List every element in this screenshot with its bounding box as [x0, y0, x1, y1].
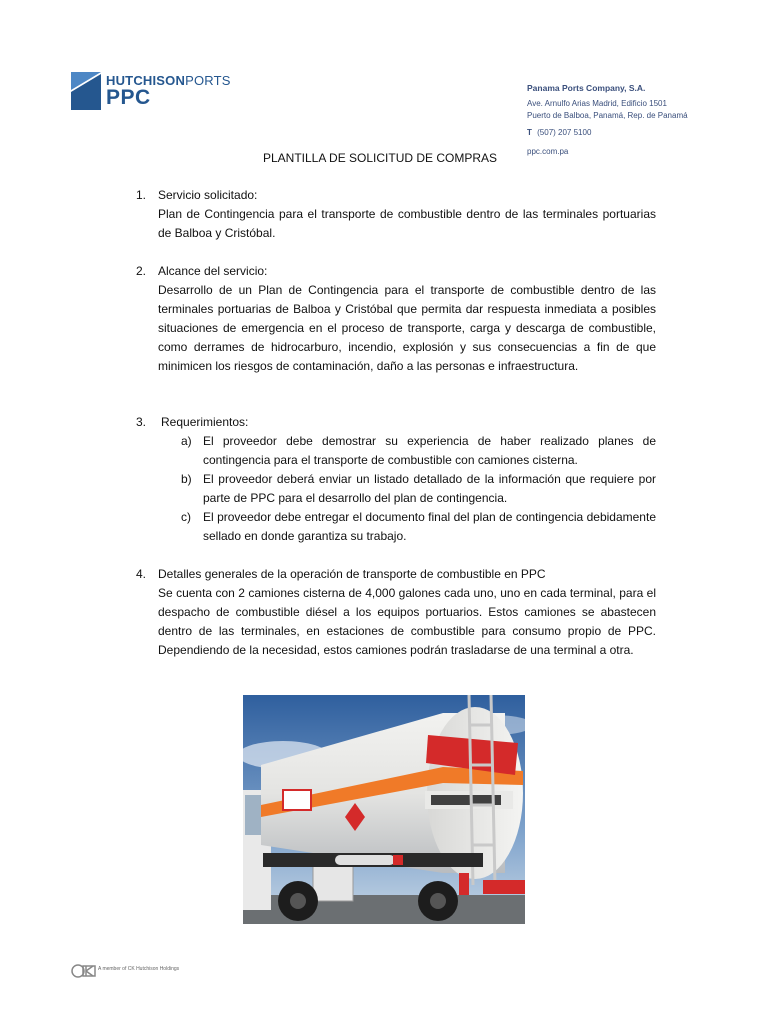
section-number: 3. [136, 415, 147, 429]
list-item [181, 432, 656, 470]
section-heading: Detalles generales de la operación de transporte de combustible en PPC [158, 567, 546, 581]
hutchison-logo-icon [71, 72, 101, 110]
section-heading: Servicio solicitado: [158, 188, 258, 202]
section-servicio-solicitado [136, 186, 656, 243]
company-address-block [527, 82, 747, 158]
list-item-letter: c) [181, 510, 191, 524]
website: ppc.com.pa [527, 147, 569, 156]
list-item-text: El proveedor deberá enviar un listado detallado de la información que requiere por parte de PPC para el desarrollo del plan de contingencia. [203, 472, 656, 505]
section-body: Se cuenta con 2 camiones cisterna de 4,000 galones cada uno, uno en cada terminal, para el despacho de combustible diésel a los equipos portuarios. Estos camiones se abastecen dentro de las terminales, en estaciones de combustible para consumo propio de PPC. Dependiendo de la necesidad, estos camiones podrán trasladarse de una terminal a otra. [158, 586, 656, 657]
section-detalles-operacion [136, 565, 656, 660]
section-heading: Alcance del servicio: [158, 264, 268, 278]
requirements-list [181, 432, 656, 546]
phone-number: (507) 207 5100 [537, 128, 592, 137]
company-name: Panama Ports Company, S.A. [527, 83, 646, 93]
section-body: Desarrollo de un Plan de Contingencia para el transporte de combustible dentro de las terminales portuarias de Balboa y Cristóbal que permita dar respuesta inmediata a posibles situaciones de emergencia en el proceso de transporte, carga y descarga de combustible, como derrames de hidrocarburo, incendio, explosión y sus consecuencias a fin de que minimicen los riesgos de contaminación, daño a las personas e infraestructura. [158, 283, 656, 373]
address-line-2: Puerto de Balboa, Panamá, Rep. de Panamá [527, 111, 688, 120]
footer-text: A member of CK Hutchison Holdings [98, 966, 180, 972]
section-alcance-del-servicio [136, 262, 656, 376]
list-item [181, 508, 656, 546]
list-item-letter: a) [181, 434, 192, 448]
phone-label: T [527, 128, 532, 137]
phone-line [527, 127, 747, 139]
tanker-truck-photo [243, 695, 525, 924]
ck-hutchison-logo-icon [71, 964, 97, 978]
section-heading: Requerimientos: [161, 415, 249, 429]
list-item [181, 470, 656, 508]
section-body: Plan de Contingencia para el transporte de combustible dentro de las terminales portuarias de Balboa y Cristóbal. [158, 207, 656, 240]
section-number: 4. [136, 567, 147, 581]
list-item-text: El proveedor debe demostrar su experiencia de haber realizado planes de contingencia para el transporte de combustible con camiones cisterna. [203, 434, 656, 467]
section-number: 2. [136, 264, 147, 278]
section-number: 1. [136, 188, 147, 202]
list-item-letter: b) [181, 472, 192, 486]
logo-wordmark: HUTCHISONPORTS [106, 73, 231, 88]
tanker-truck-image [243, 695, 525, 924]
document-title: PLANTILLA DE SOLICITUD DE COMPRAS [263, 151, 498, 165]
address-line-1: Ave. Arnulfo Arias Madrid, Edificio 1501 [527, 99, 667, 108]
section-requerimientos [136, 413, 656, 546]
list-item-text: El proveedor debe entregar el documento final del plan de contingencia debidamente sellado en donde garantiza su trabajo. [203, 510, 656, 543]
logo-ppc: PPC [106, 86, 151, 109]
company-logo [71, 72, 231, 112]
